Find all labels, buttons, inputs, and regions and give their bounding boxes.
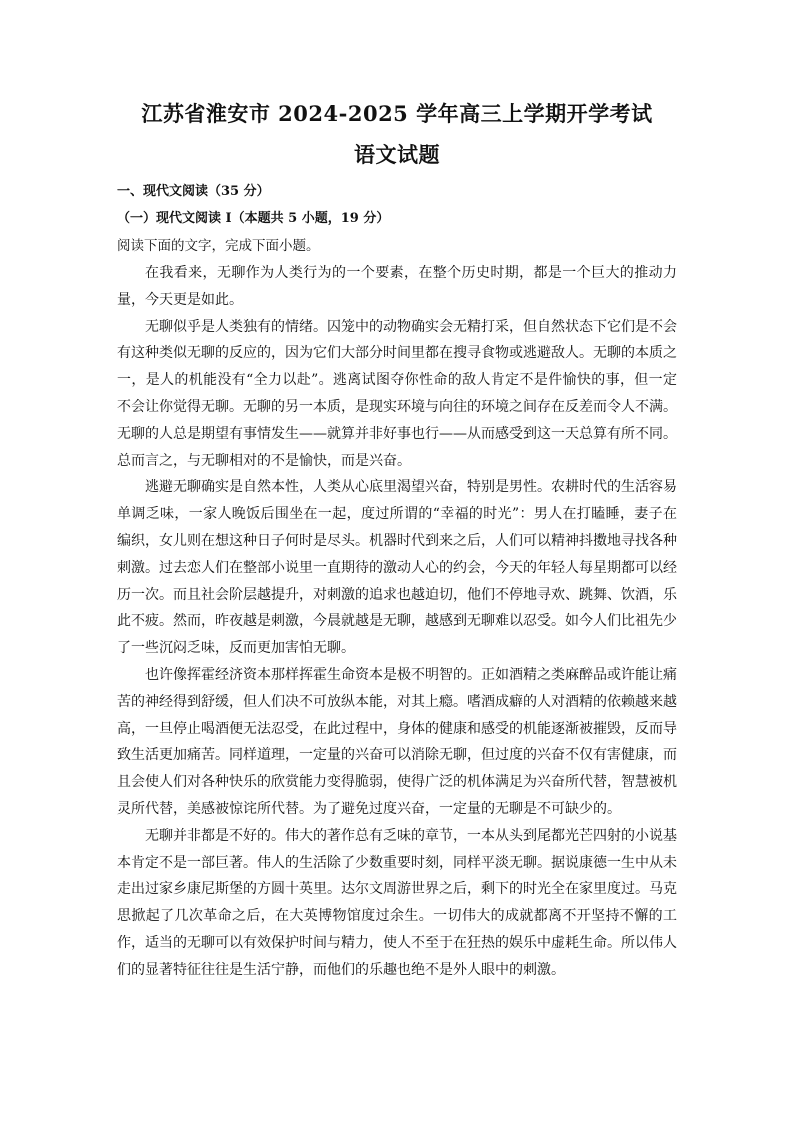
document-title: 江苏省淮安市 2024-2025 学年高三上学期开学考试 bbox=[141, 101, 653, 126]
paragraph-1: 在我看来，无聊作为人类行为的一个要素，在整个历史时期，都是一个巨大的推动力量，今天更是如此。 bbox=[117, 265, 677, 308]
document-subtitle: 语文试题 bbox=[354, 142, 440, 167]
section-heading: 一、现代文阅读（35 分） bbox=[117, 184, 270, 199]
article-body bbox=[117, 260, 677, 984]
paragraph-3: 逃避无聊确实是自然本性，人类从心底里渴望兴奋，特别是男性。农耕时代的生活容易单调乏味，一家人晚饭后围坐在一起，度过所谓的“幸福的时光”：男人在打瞌睡，妻子在编织，女儿则在想这种日子何时是尽头。机器时代到来之后，人们可以精神抖擞地寻找各种刺激。过去恋人们在整部小说里一直期待的激动人心的约会，今天的年轻人每星期都可以经历一次。而且社会阶层越提升，对刺激的追求也越迫切，他们不停地寻欢、跳舞、饮酒，乐此不疲。然而，昨夜越是刺激，今晨就越是无聊，越感到无聊难以忍受。如今人们比祖先少了一些沉闷乏味，反而更加害怕无聊。 bbox=[117, 479, 677, 657]
subsection-heading: （一）现代文阅读 I（本题共 5 小题，19 分） bbox=[117, 211, 390, 226]
paragraph-4: 也许像挥霍经济资本那样挥霍生命资本是极不明智的。正如酒精之类麻醉品或许能让痛苦的神经得到舒缓，但人们决不可放纵本能，对其上瘾。嗜酒成癖的人对酒精的依赖越来越高，一旦停止喝酒便无法忍受，在此过程中，身体的健康和感受的机能逐渐被摧毁，反而导致生活更加痛苦。同样道理，一定量的兴奋可以消除无聊，但过度的兴奋不仅有害健康，而且会使人们对各种快乐的欣赏能力变得脆弱，使得广泛的机体满足为兴奋所代替，智慧被机灵所代替，美感被惊诧所代替。为了避免过度兴奋，一定量的无聊是不可缺少的。 bbox=[117, 666, 677, 817]
paragraph-5: 无聊并非都是不好的。伟大的著作总有乏味的章节，一本从头到尾都光芒四射的小说基本肯定不是一部巨著。伟人的生活除了少数重要时刻，同样平淡无聊。据说康德一生中从未走出过家乡康尼斯堡的方圆十英里。达尔文周游世界之后，剩下的时光全在家里度过。马克思掀起了几次革命之后，在大英博物馆度过余生。一切伟大的成就都离不开坚持不懈的工作，适当的无聊可以有效保护时间与精力，使人不至于在狂热的娱乐中虚耗生命。所以伟人们的显著特征往往是生活宁静，而他们的乐趣也绝不是外人眼中的刺激。 bbox=[117, 827, 677, 978]
paragraph-2: 无聊似乎是人类独有的情绪。囚笼中的动物确实会无精打采，但自然状态下它们是不会有这种类似无聊的反应的，因为它们大部分时间里都在搜寻食物或逃避敌人。无聊的本质之一，是人的机能没有“全力以赴”。逃离试图夺你性命的敌人肯定不是件愉快的事，但一定不会让你觉得无聊。无聊的另一本质，是现实环境与向往的环境之间存在反差而令人不满。无聊的人总是期望有事情发生——就算并非好事也行——从而感受到这一天总算有所不同。总而言之，与无聊相对的不是愉快，而是兴奋。 bbox=[117, 318, 677, 469]
reading-instruction: 阅读下面的文字，完成下面小题。 bbox=[117, 238, 320, 254]
